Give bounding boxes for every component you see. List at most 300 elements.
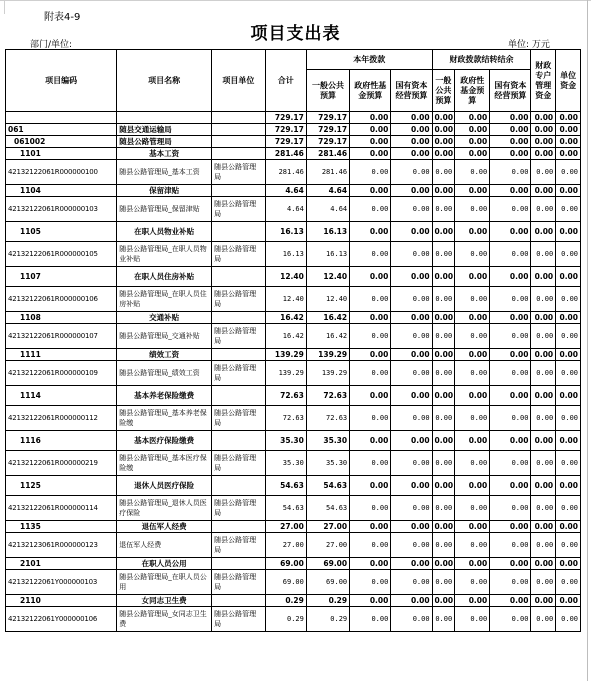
category-row — [6, 185, 581, 197]
amount-cell: 0.00 — [432, 361, 455, 386]
amount-cell: 12.40 — [306, 287, 349, 312]
amount-cell: 72.63 — [306, 386, 349, 406]
amount-cell: 0.00 — [391, 312, 432, 324]
amount-cell: 0.00 — [490, 570, 531, 595]
amount-cell: 0.00 — [432, 496, 455, 521]
project-name-cell: 随县公路管理局_基本工资 — [117, 160, 212, 185]
project-name-cell: 随县公路管理局_退休人员医疗保险 — [117, 496, 212, 521]
amount-cell: 0.00 — [391, 406, 432, 431]
project-code-cell: 42132123061R000000123 — [6, 533, 117, 558]
col-header-gov-fund-budget: 政府性基金预算 — [350, 70, 391, 112]
project-name-cell: 随县公路管理局_在职人员公用 — [117, 570, 212, 595]
amount-cell: 0.00 — [490, 312, 531, 324]
amount-cell: 0.00 — [490, 361, 531, 386]
project-code-cell: 1114 — [6, 386, 117, 406]
amount-cell: 0.00 — [490, 222, 531, 242]
category-row — [6, 431, 581, 451]
amount-cell: 0.00 — [455, 451, 490, 476]
amount-cell: 0.00 — [531, 124, 556, 136]
amount-cell: 0.00 — [432, 287, 455, 312]
amount-cell: 0.00 — [531, 361, 556, 386]
amount-cell: 0.00 — [556, 496, 581, 521]
amount-cell: 281.46 — [306, 160, 349, 185]
project-unit-cell — [212, 386, 266, 406]
amount-cell: 0.00 — [490, 242, 531, 267]
amount-cell: 16.42 — [306, 312, 349, 324]
amount-cell: 0.00 — [556, 324, 581, 349]
project-unit-cell — [212, 185, 266, 197]
amount-cell: 0.00 — [455, 136, 490, 148]
amount-cell: 0.00 — [490, 406, 531, 431]
amount-cell: 54.63 — [306, 476, 349, 496]
amount-cell: 0.00 — [350, 595, 391, 607]
col-header-code: 项目编码 — [6, 50, 117, 112]
col-header-general-budget: 一般公共预算 — [306, 70, 349, 112]
amount-cell: 0.00 — [391, 607, 432, 632]
amount-cell: 0.00 — [556, 607, 581, 632]
amount-cell: 0.00 — [432, 124, 455, 136]
col-header-special-account: 财政专户管理资金 — [531, 50, 556, 112]
amount-cell: 0.00 — [455, 558, 490, 570]
amount-cell: 16.13 — [306, 222, 349, 242]
amount-cell: 0.00 — [391, 124, 432, 136]
amount-cell: 0.00 — [350, 267, 391, 287]
amount-cell: 72.63 — [306, 406, 349, 431]
amount-cell: 281.46 — [306, 148, 349, 160]
project-row — [6, 451, 581, 476]
amount-cell: 0.00 — [350, 287, 391, 312]
amount-cell: 0.00 — [350, 349, 391, 361]
project-name-cell: 在职人员公用 — [117, 558, 212, 570]
amount-cell: 0.00 — [350, 558, 391, 570]
project-name-cell: 交通补贴 — [117, 312, 212, 324]
amount-cell: 16.13 — [265, 222, 306, 242]
project-code-cell: 2110 — [6, 595, 117, 607]
amount-cell: 0.00 — [455, 185, 490, 197]
project-name-cell: 绩效工资 — [117, 349, 212, 361]
amount-cell: 0.00 — [556, 361, 581, 386]
amount-cell: 0.00 — [455, 160, 490, 185]
col-header-total: 合计 — [265, 50, 306, 112]
amount-cell: 0.00 — [350, 112, 391, 124]
project-code-cell: 42132122061R000000109 — [6, 361, 117, 386]
amount-cell: 35.30 — [265, 431, 306, 451]
project-code-cell: 42132122061R000000219 — [6, 451, 117, 476]
amount-cell: 0.00 — [556, 406, 581, 431]
amount-cell: 0.00 — [350, 312, 391, 324]
project-code-cell: 42132122061R000000106 — [6, 287, 117, 312]
project-unit-cell: 随县公路管理局 — [212, 324, 266, 349]
project-code-cell: 42132122061R000000114 — [6, 496, 117, 521]
amount-cell: 4.64 — [306, 197, 349, 222]
amount-cell: 0.00 — [531, 197, 556, 222]
amount-cell: 12.40 — [306, 267, 349, 287]
amount-cell: 0.00 — [391, 558, 432, 570]
project-name-cell: 基本工资 — [117, 148, 212, 160]
category-row — [6, 521, 581, 533]
project-unit-cell — [212, 136, 266, 148]
project-unit-cell — [212, 312, 266, 324]
amount-cell: 0.00 — [455, 496, 490, 521]
amount-cell: 0.00 — [556, 312, 581, 324]
amount-cell: 0.00 — [490, 386, 531, 406]
amount-cell: 0.00 — [556, 112, 581, 124]
amount-cell: 0.00 — [455, 112, 490, 124]
category-row — [6, 349, 581, 361]
amount-cell: 0.00 — [556, 476, 581, 496]
amount-cell: 0.00 — [432, 324, 455, 349]
amount-cell: 729.17 — [265, 136, 306, 148]
project-code-cell: 42132122061Y000000103 — [6, 570, 117, 595]
amount-cell: 0.00 — [455, 287, 490, 312]
amount-cell: 72.63 — [265, 386, 306, 406]
amount-cell: 281.46 — [265, 148, 306, 160]
project-row — [6, 324, 581, 349]
amount-cell: 0.00 — [350, 185, 391, 197]
amount-cell: 0.00 — [490, 287, 531, 312]
amount-cell: 27.00 — [265, 521, 306, 533]
amount-cell: 0.00 — [432, 533, 455, 558]
amount-cell: 0.00 — [490, 521, 531, 533]
amount-cell: 0.00 — [391, 595, 432, 607]
project-expenditure-table — [5, 49, 581, 632]
amount-cell: 0.00 — [350, 521, 391, 533]
amount-cell: 0.00 — [391, 349, 432, 361]
amount-cell: 139.29 — [306, 349, 349, 361]
amount-cell: 0.00 — [391, 431, 432, 451]
amount-cell: 72.63 — [265, 406, 306, 431]
amount-cell: 0.00 — [531, 312, 556, 324]
project-name-cell: 随县公路管理局_保留津贴 — [117, 197, 212, 222]
amount-cell: 27.00 — [306, 533, 349, 558]
amount-cell: 0.00 — [391, 361, 432, 386]
amount-cell: 35.30 — [306, 451, 349, 476]
amount-cell: 0.00 — [455, 197, 490, 222]
amount-cell: 0.00 — [432, 607, 455, 632]
project-name-cell: 随县公路管理局_交通补贴 — [117, 324, 212, 349]
project-code-cell: 1135 — [6, 521, 117, 533]
amount-cell: 0.00 — [490, 476, 531, 496]
project-name-cell: 随县公路管理局_基本养老保险缴 — [117, 406, 212, 431]
amount-cell: 0.00 — [391, 267, 432, 287]
amount-cell: 0.00 — [490, 124, 531, 136]
amount-cell: 0.00 — [350, 607, 391, 632]
amount-cell: 0.29 — [306, 595, 349, 607]
amount-cell: 0.00 — [391, 197, 432, 222]
amount-cell: 0.00 — [391, 324, 432, 349]
amount-cell: 0.00 — [350, 533, 391, 558]
amount-cell: 0.00 — [350, 386, 391, 406]
amount-cell: 16.13 — [306, 242, 349, 267]
amount-cell: 0.00 — [432, 112, 455, 124]
amount-cell: 0.00 — [350, 148, 391, 160]
project-unit-cell: 随县公路管理局 — [212, 242, 266, 267]
project-unit-cell — [212, 521, 266, 533]
project-unit-cell: 随县公路管理局 — [212, 361, 266, 386]
amount-cell: 0.00 — [350, 242, 391, 267]
project-name-cell: 随县公路管理局_绩效工资 — [117, 361, 212, 386]
project-code-cell: 1107 — [6, 267, 117, 287]
amount-cell: 0.00 — [391, 570, 432, 595]
project-name-cell: 保留津贴 — [117, 185, 212, 197]
category-row — [6, 267, 581, 287]
category-row — [6, 124, 581, 136]
project-name-cell: 随县公路管理局_女同志卫生费 — [117, 607, 212, 632]
amount-cell: 0.00 — [455, 124, 490, 136]
amount-cell: 0.00 — [391, 222, 432, 242]
amount-cell: 0.00 — [490, 558, 531, 570]
amount-cell: 0.29 — [265, 595, 306, 607]
amount-cell: 0.00 — [455, 361, 490, 386]
project-name-cell: 随县交通运输局 — [117, 124, 212, 136]
amount-cell: 0.00 — [432, 521, 455, 533]
amount-cell: 54.63 — [265, 496, 306, 521]
amount-cell: 0.00 — [490, 185, 531, 197]
project-name-cell: 随县公路管理局_基本医疗保险缴 — [117, 451, 212, 476]
table-body — [6, 112, 581, 632]
amount-cell: 0.00 — [432, 222, 455, 242]
amount-cell: 0.00 — [350, 476, 391, 496]
amount-cell: 0.00 — [455, 386, 490, 406]
project-code-cell: 1116 — [6, 431, 117, 451]
amount-cell: 0.00 — [391, 242, 432, 267]
attachment-number: 附表4-9 — [44, 12, 81, 23]
amount-cell: 0.29 — [306, 607, 349, 632]
project-row — [6, 197, 581, 222]
amount-cell: 0.00 — [350, 324, 391, 349]
amount-cell: 0.00 — [556, 222, 581, 242]
amount-cell: 0.00 — [531, 185, 556, 197]
amount-cell: 0.00 — [531, 324, 556, 349]
amount-cell: 0.00 — [455, 349, 490, 361]
amount-cell: 0.00 — [455, 533, 490, 558]
amount-cell: 0.00 — [556, 287, 581, 312]
amount-cell: 0.00 — [391, 476, 432, 496]
amount-cell: 0.00 — [350, 136, 391, 148]
amount-cell: 0.00 — [556, 521, 581, 533]
amount-cell: 0.00 — [350, 570, 391, 595]
col-header-own-funds: 单位资金 — [556, 50, 581, 112]
amount-cell: 0.00 — [432, 160, 455, 185]
amount-cell: 0.00 — [556, 197, 581, 222]
unit-label: 单位: 万元 — [508, 40, 550, 50]
amount-cell: 69.00 — [265, 558, 306, 570]
project-code-cell: 1105 — [6, 222, 117, 242]
amount-cell: 12.40 — [265, 267, 306, 287]
amount-cell: 0.00 — [432, 185, 455, 197]
project-row — [6, 242, 581, 267]
project-unit-cell: 随县公路管理局 — [212, 160, 266, 185]
project-code-cell: 42132122061R000000103 — [6, 197, 117, 222]
amount-cell: 0.00 — [432, 558, 455, 570]
project-name-cell: 退休人员医疗保险 — [117, 476, 212, 496]
category-row — [6, 112, 581, 124]
amount-cell: 69.00 — [306, 558, 349, 570]
amount-cell: 0.00 — [490, 595, 531, 607]
amount-cell: 0.00 — [556, 160, 581, 185]
amount-cell: 0.00 — [455, 324, 490, 349]
amount-cell: 0.00 — [556, 595, 581, 607]
amount-cell: 0.00 — [490, 324, 531, 349]
amount-cell: 0.00 — [556, 558, 581, 570]
project-row — [6, 406, 581, 431]
project-code-cell: 42132122061R000000107 — [6, 324, 117, 349]
project-unit-cell: 随县公路管理局 — [212, 287, 266, 312]
category-row — [6, 312, 581, 324]
project-unit-cell — [212, 148, 266, 160]
amount-cell: 0.00 — [556, 386, 581, 406]
amount-cell: 69.00 — [306, 570, 349, 595]
amount-cell: 0.00 — [556, 148, 581, 160]
project-code-cell — [6, 112, 117, 124]
project-unit-cell — [212, 267, 266, 287]
amount-cell: 27.00 — [265, 533, 306, 558]
col-header-name: 项目名称 — [117, 50, 212, 112]
amount-cell: 0.00 — [490, 533, 531, 558]
project-unit-cell — [212, 558, 266, 570]
amount-cell: 0.00 — [391, 521, 432, 533]
project-unit-cell: 随县公路管理局 — [212, 533, 266, 558]
project-unit-cell — [212, 476, 266, 496]
col-header-carryover-state-capital: 国有资本经营预算 — [490, 70, 531, 112]
amount-cell: 0.00 — [432, 476, 455, 496]
amount-cell: 0.00 — [531, 406, 556, 431]
amount-cell: 139.29 — [265, 349, 306, 361]
amount-cell: 729.17 — [306, 136, 349, 148]
category-row — [6, 386, 581, 406]
project-unit-cell: 随县公路管理局 — [212, 406, 266, 431]
amount-cell: 0.00 — [490, 431, 531, 451]
project-code-cell: 061 — [6, 124, 117, 136]
col-header-state-capital-budget: 国有资本经营预算 — [391, 70, 432, 112]
amount-cell: 0.00 — [490, 496, 531, 521]
project-unit-cell: 随县公路管理局 — [212, 496, 266, 521]
amount-cell: 0.00 — [490, 136, 531, 148]
amount-cell: 12.40 — [265, 287, 306, 312]
amount-cell: 0.00 — [490, 197, 531, 222]
amount-cell: 0.00 — [556, 451, 581, 476]
amount-cell: 0.00 — [391, 496, 432, 521]
project-name-cell — [117, 112, 212, 124]
amount-cell: 0.00 — [455, 148, 490, 160]
amount-cell: 0.00 — [455, 312, 490, 324]
project-row — [6, 287, 581, 312]
amount-cell: 0.00 — [455, 242, 490, 267]
amount-cell: 729.17 — [265, 112, 306, 124]
project-row — [6, 607, 581, 632]
amount-cell: 0.00 — [531, 148, 556, 160]
amount-cell: 0.00 — [531, 431, 556, 451]
amount-cell: 0.00 — [350, 124, 391, 136]
project-code-cell: 42132122061Y000000106 — [6, 607, 117, 632]
col-header-carryover-gov-fund: 政府性基金预算 — [455, 70, 490, 112]
corner-mark — [0, 0, 5, 14]
project-row — [6, 533, 581, 558]
amount-cell: 0.00 — [391, 386, 432, 406]
amount-cell: 0.00 — [432, 386, 455, 406]
amount-cell: 0.00 — [455, 476, 490, 496]
amount-cell: 0.00 — [455, 607, 490, 632]
amount-cell: 0.00 — [432, 197, 455, 222]
project-unit-cell — [212, 431, 266, 451]
amount-cell: 0.00 — [556, 136, 581, 148]
amount-cell: 0.00 — [432, 312, 455, 324]
amount-cell: 35.30 — [265, 451, 306, 476]
project-name-cell: 随县公路管理局_在职人员住房补贴 — [117, 287, 212, 312]
amount-cell: 0.00 — [531, 521, 556, 533]
col-header-carryover-general: 一般公共预算 — [432, 70, 455, 112]
page-right-edge — [587, 0, 588, 681]
project-unit-cell: 随县公路管理局 — [212, 570, 266, 595]
amount-cell: 0.00 — [455, 570, 490, 595]
category-row — [6, 222, 581, 242]
amount-cell: 0.00 — [531, 386, 556, 406]
amount-cell: 0.00 — [391, 451, 432, 476]
category-row — [6, 595, 581, 607]
project-unit-cell — [212, 595, 266, 607]
department-label: 部门/单位: — [30, 40, 73, 50]
project-unit-cell: 随县公路管理局 — [212, 451, 266, 476]
amount-cell: 0.00 — [455, 406, 490, 431]
amount-cell: 0.00 — [432, 431, 455, 451]
amount-cell: 0.00 — [531, 136, 556, 148]
project-code-cell: 1125 — [6, 476, 117, 496]
project-code-cell: 42132122061R000000105 — [6, 242, 117, 267]
project-name-cell: 随县公路管理局 — [117, 136, 212, 148]
project-unit-cell — [212, 124, 266, 136]
amount-cell: 0.00 — [531, 607, 556, 632]
amount-cell: 0.00 — [391, 148, 432, 160]
project-code-cell: 1104 — [6, 185, 117, 197]
amount-cell: 0.00 — [432, 136, 455, 148]
project-code-cell: 061002 — [6, 136, 117, 148]
amount-cell: 0.00 — [350, 451, 391, 476]
amount-cell: 0.00 — [350, 222, 391, 242]
amount-cell: 0.00 — [391, 160, 432, 185]
amount-cell: 0.00 — [490, 267, 531, 287]
category-row — [6, 476, 581, 496]
amount-cell: 4.64 — [306, 185, 349, 197]
amount-cell: 35.30 — [306, 431, 349, 451]
project-unit-cell — [212, 222, 266, 242]
amount-cell: 0.00 — [531, 222, 556, 242]
amount-cell: 0.00 — [350, 197, 391, 222]
amount-cell: 0.29 — [265, 607, 306, 632]
project-name-cell: 基本养老保险缴费 — [117, 386, 212, 406]
amount-cell: 54.63 — [306, 496, 349, 521]
amount-cell: 0.00 — [432, 570, 455, 595]
amount-cell: 0.00 — [432, 242, 455, 267]
amount-cell: 729.17 — [306, 112, 349, 124]
project-name-cell: 基本医疗保险缴费 — [117, 431, 212, 451]
amount-cell: 0.00 — [455, 595, 490, 607]
project-name-cell: 随县公路管理局_在职人员物业补贴 — [117, 242, 212, 267]
amount-cell: 0.00 — [556, 242, 581, 267]
project-code-cell: 1101 — [6, 148, 117, 160]
project-name-cell: 在职人员住房补贴 — [117, 267, 212, 287]
amount-cell: 0.00 — [391, 112, 432, 124]
project-name-cell: 女同志卫生费 — [117, 595, 212, 607]
amount-cell: 0.00 — [490, 349, 531, 361]
amount-cell: 0.00 — [556, 349, 581, 361]
amount-cell: 0.00 — [531, 570, 556, 595]
amount-cell: 0.00 — [455, 222, 490, 242]
amount-cell: 0.00 — [432, 267, 455, 287]
project-row — [6, 361, 581, 386]
project-row — [6, 496, 581, 521]
amount-cell: 0.00 — [490, 148, 531, 160]
amount-cell: 16.13 — [265, 242, 306, 267]
